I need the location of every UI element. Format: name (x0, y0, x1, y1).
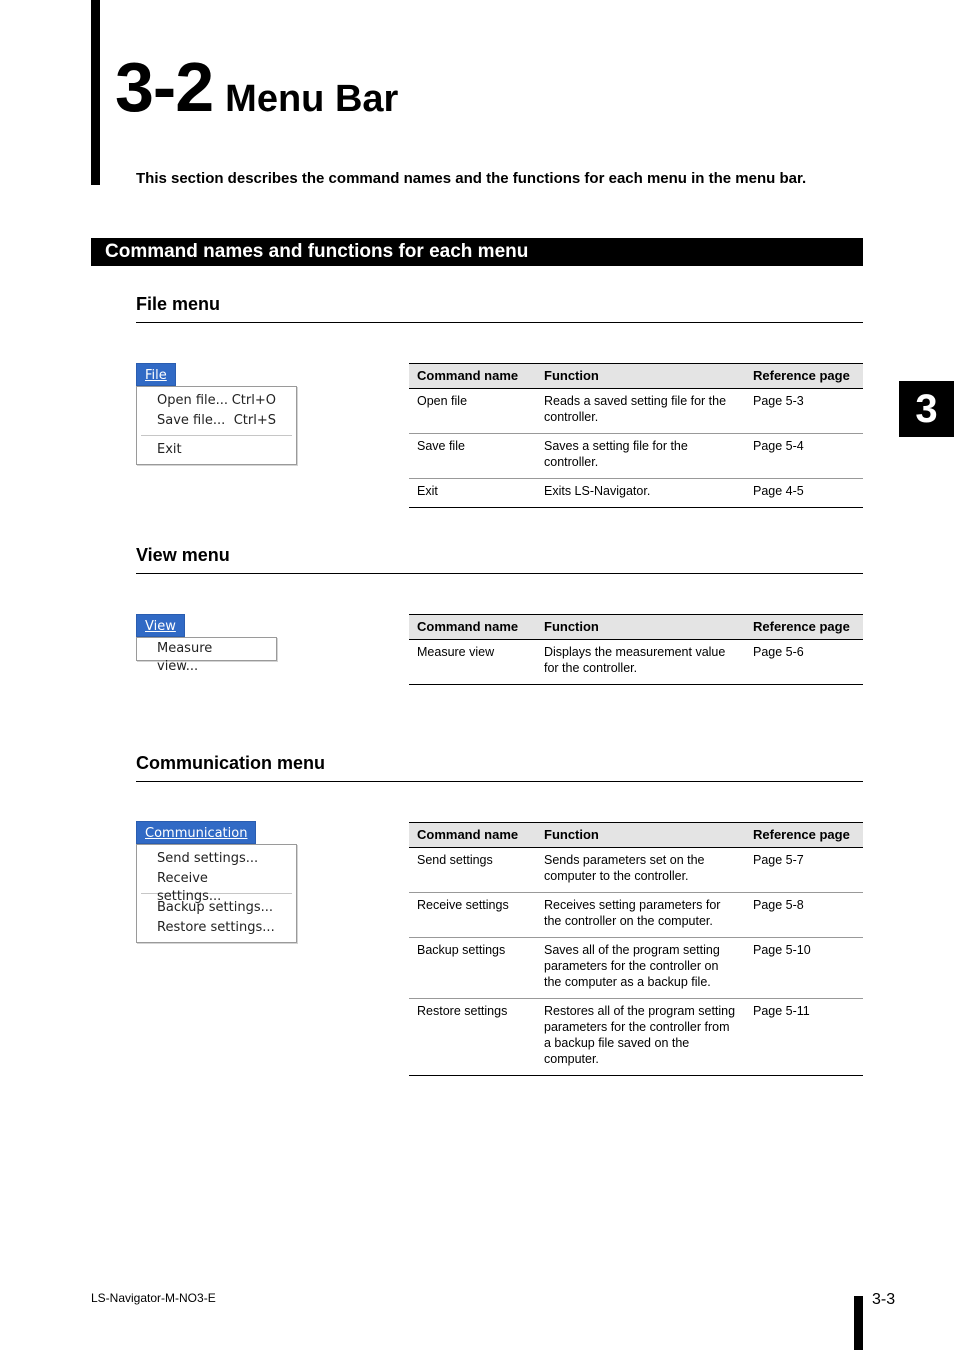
table-header-row: Command name Function Reference page (409, 364, 863, 389)
chapter-title (115, 48, 399, 126)
chapter-name: Menu Bar (225, 78, 399, 120)
page-number: 3-3 (872, 1291, 896, 1308)
table-row: Measure view Displays the measurement value for the controller. Page 5-6 (409, 640, 863, 685)
chapter-bar (91, 0, 100, 185)
communication-menu-heading: Communication menu (136, 753, 863, 782)
file-menu-title: File (136, 363, 176, 386)
menu-separator (141, 435, 292, 436)
view-menu-table (409, 614, 863, 685)
menu-item-exit: Exit (157, 442, 182, 457)
file-menu-heading: File menu (136, 294, 863, 323)
view-menu-dropdown (136, 637, 277, 674)
file-menu-table (409, 363, 863, 508)
footer-doc-id: LS-Navigator-M-NO3-E (91, 1291, 216, 1305)
intro-text: This section describes the command names and the functions for each menu in the menu bar. (136, 170, 807, 187)
communication-menu-dropdown (136, 844, 297, 943)
view-menu-mock (136, 614, 277, 674)
table-row: Receive settings Receives setting parameters for the controller on the computer. Page 5-8 (409, 893, 863, 938)
communication-menu-table (409, 822, 863, 1076)
menu-item-save-file: Save file... Ctrl+S (157, 413, 276, 428)
menu-item-receive-settings: Receive settings... (157, 871, 222, 904)
menu-item-open-file: Open file... Ctrl+O (157, 393, 276, 408)
table-header-row: Command name Function Reference page (409, 615, 863, 640)
menu-item-send-settings: Send settings... (157, 851, 259, 866)
menu-item-measure-view: Measure view... (157, 641, 213, 674)
table-header-row: Command name Function Reference page (409, 823, 863, 848)
chapter-side-tab: 3 (899, 381, 954, 437)
view-menu-heading: View menu (136, 545, 863, 574)
communication-menu-mock (136, 821, 297, 943)
table-row: Exit Exits LS-Navigator. Page 4-5 (409, 479, 863, 508)
table-row: Open file Reads a saved setting file for the controller. Page 5-3 (409, 389, 863, 434)
communication-menu-title: Communication (136, 821, 256, 844)
table-row: Save file Saves a setting file for the controller. Page 5-4 (409, 434, 863, 479)
view-menu-title: View (136, 614, 185, 637)
table-row: Backup settings Saves all of the program setting parameters for the controller on the computer as a backup file. Page 5-10 (409, 938, 863, 999)
file-menu-mock (136, 363, 297, 465)
chapter-number: 3-2 (115, 48, 214, 126)
file-menu-dropdown (136, 386, 297, 465)
table-row: Restore settings Restores all of the program setting parameters for the controller from a backup file saved on the computer. Page 5-11 (409, 999, 863, 1076)
table-row: Send settings Sends parameters set on the computer to the controller. Page 5-7 (409, 848, 863, 893)
footer-bar (854, 1296, 863, 1350)
menu-item-restore-settings: Restore settings... (157, 920, 275, 935)
menu-item-backup-settings: Backup settings... (157, 900, 274, 915)
section-title: Command names and functions for each menu (91, 238, 863, 266)
